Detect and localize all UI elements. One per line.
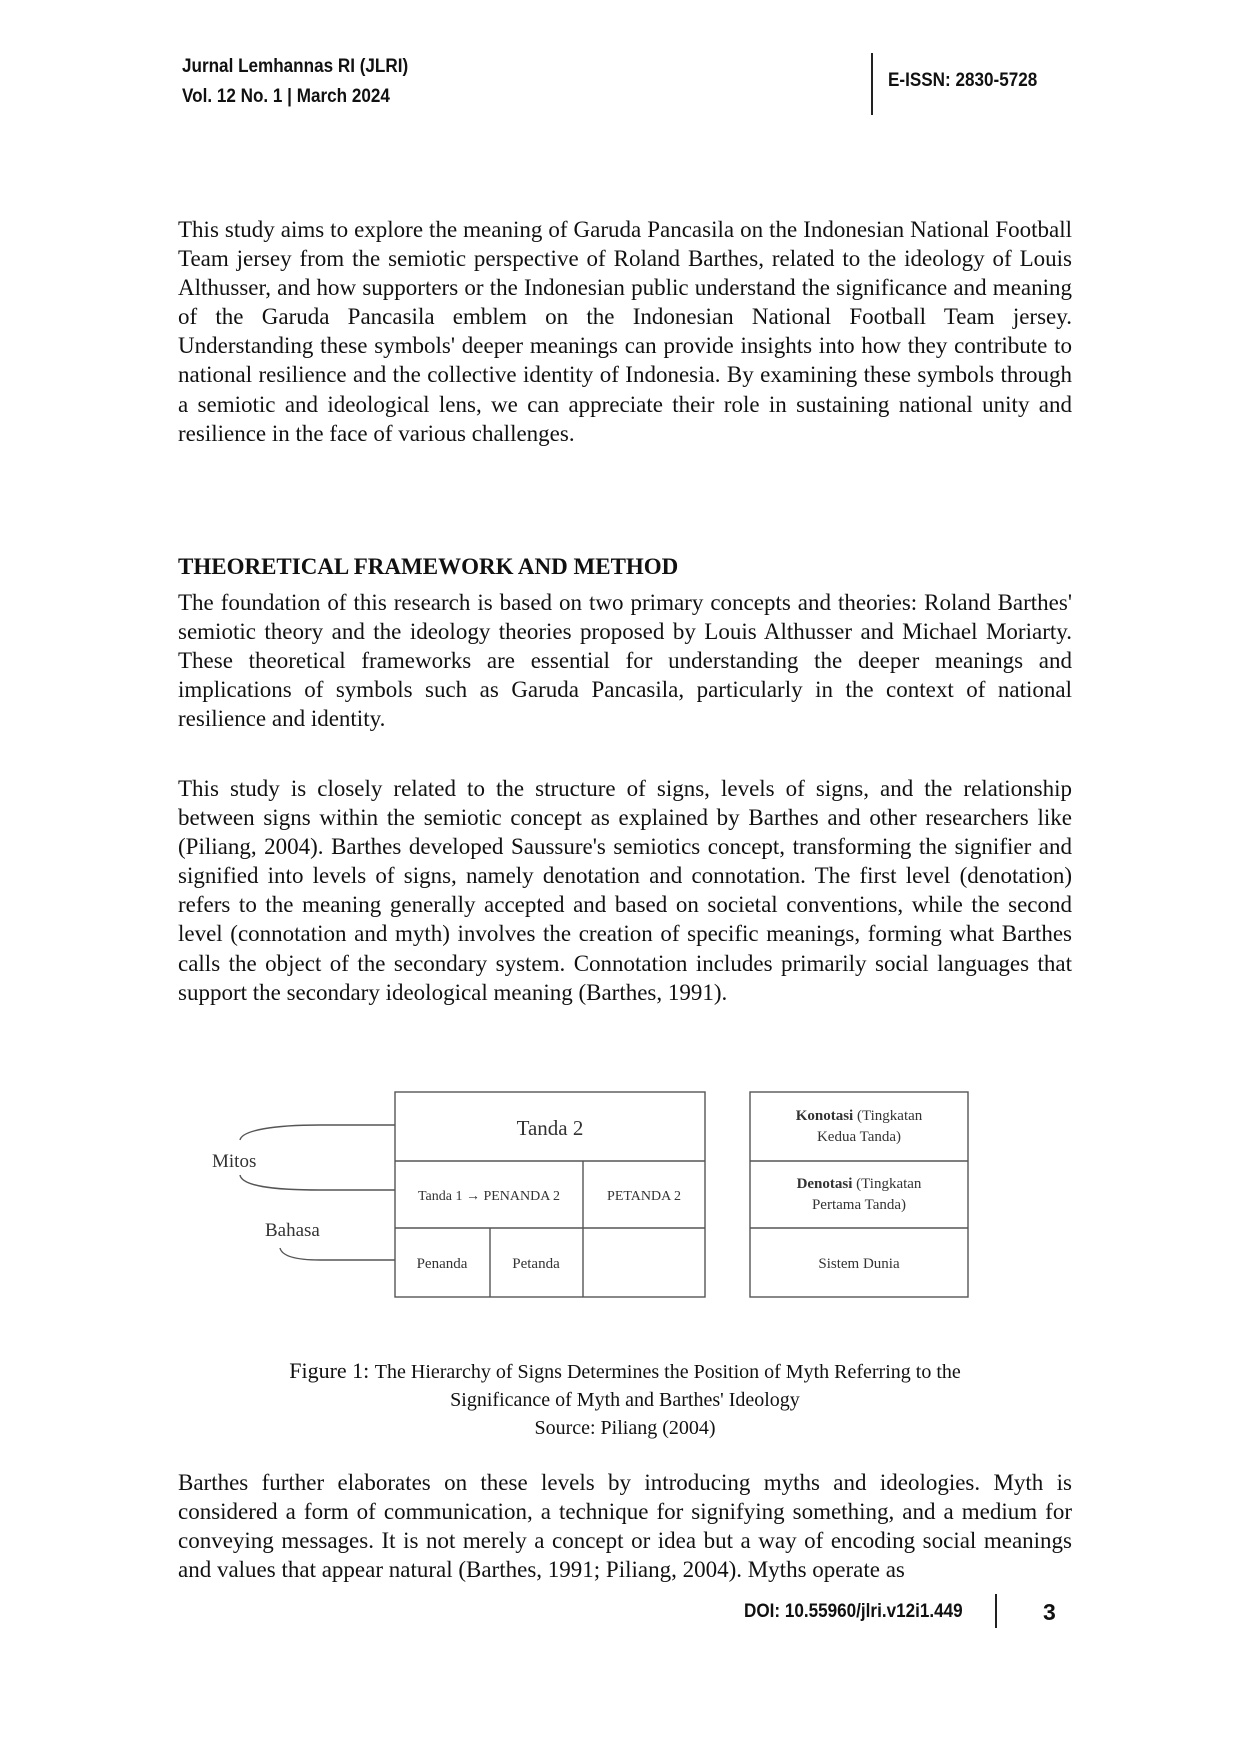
figure-sign-hierarchy (200, 1080, 1000, 1310)
label-mitos: Mitos (212, 1151, 257, 1172)
paragraph-foundation: The foundation of this research is based on two primary concepts and theories: Roland Barthes' semiotic theory and the ideology theories proposed by Louis Althusser and Michael Moriarty. These theoretical frameworks are essential for understanding the deeper meanings and implications of symbols such as Garuda Pancasila, particularly in the context of national resilience and identity. (178, 590, 1072, 732)
page-number: 3 (1043, 1599, 1056, 1625)
figure-caption (178, 1357, 1072, 1442)
caption-lead: Figure 1: (289, 1358, 375, 1383)
cell-konotasi (796, 1108, 923, 1124)
cell-denotasi-line2: Pertama Tanda) (811, 1197, 907, 1213)
journal-issue: Vol. 12 No. 1 | March 2024 (182, 86, 390, 107)
cell-denotasi (797, 1176, 922, 1192)
cell-tanda1-penanda2: Tanda 1 → PENANDA 2 (417, 1189, 561, 1204)
cell-sistem-dunia: Sistem Dunia (818, 1256, 900, 1272)
paragraph-sign-structure: This study is closely related to the structure of signs, levels of signs, and the relationship between signs within the semiotic concept as explained by Barthes and other researchers like (Piliang, 2004). Barthes developed Saussure's semiotics concept, transforming the signifier and signified into levels of signs, namely denotation and connotation. The first level (denotation) refers to the meaning generally accepted and based on societal conventions, while the second level (connotation and myth) involves the creation of specific meanings, forming what Barthes calls the object of the secondary system. Connotation includes primarily social languages that support the secondary ideological meaning (Barthes, 1991). (178, 776, 1072, 1005)
header-divider (871, 53, 873, 115)
cell-petanda2: PETANDA 2 (607, 1189, 681, 1204)
journal-issn: E-ISSN: 2830-5728 (888, 70, 1038, 91)
running-header (182, 52, 408, 112)
label-bahasa: Bahasa (265, 1220, 320, 1241)
cell-petanda: Petanda (512, 1256, 560, 1272)
cell-penanda: Penanda (416, 1256, 468, 1272)
section-heading: THEORETICAL FRAMEWORK AND METHOD (178, 554, 679, 579)
cell-tanda2: Tanda 2 (516, 1116, 584, 1140)
paragraph-myths: Barthes further elaborates on these levels by introducing myths and ideologies. Myth is considered a form of communication, a technique for signifying something, and a medium for conveying messages. It is not merely a concept or idea but a way of encoding social meanings and values that appear natural (Barthes, 1991; Piliang, 2004). Myths operate as (178, 1470, 1072, 1583)
konotasi-detail: (Tingkatan (853, 1108, 923, 1124)
caption-line2: Significance of Myth and Barthes' Ideology (450, 1389, 800, 1411)
caption-line1: The Hierarchy of Signs Determines the Position of Myth Referring to the (374, 1361, 961, 1383)
journal-title: Jurnal Lemhannas RI (JLRI) (182, 56, 409, 77)
denotasi-detail: (Tingkatan (852, 1176, 922, 1192)
paragraph-intro: This study aims to explore the meaning of Garuda Pancasila on the Indonesian National Football Team jersey from the semiotic perspective of Roland Barthes, related to the ideology of Louis Althusser, and how supporters or the Indonesian public understand the significance and meaning of the Garuda Pancasila emblem on the Indonesian National Football Team jersey. Understanding these symbols' deeper meanings can provide insights into how they contribute to national resilience and the collective identity of Indonesia. By examining these symbols through a semiotic and ideological lens, we can appreciate their role in sustaining national unity and resilience in the face of various challenges. (178, 217, 1072, 446)
cell-konotasi-line2: Kedua Tanda) (816, 1129, 902, 1145)
denotasi-term: Denotasi (796, 1176, 853, 1192)
konotasi-term: Konotasi (795, 1108, 854, 1124)
caption-source: Source: Piliang (2004) (534, 1417, 716, 1439)
footer-doi: DOI: 10.55960/jlri.v12i1.449 (744, 1601, 963, 1622)
footer-divider (995, 1594, 997, 1628)
